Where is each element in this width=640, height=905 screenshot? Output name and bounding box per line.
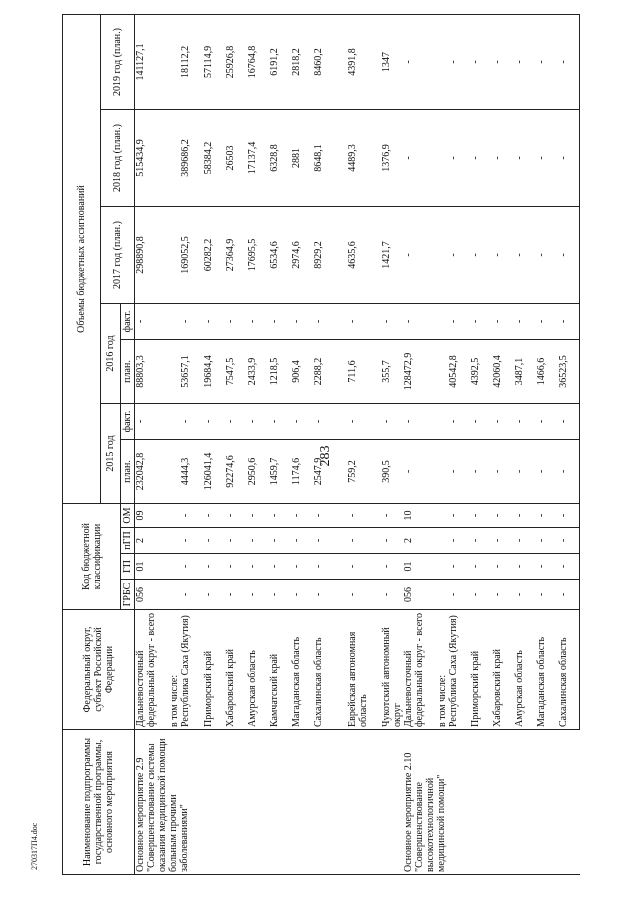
fact-2016-cell [437,303,448,339]
value-2019-cell: - [403,14,437,109]
value-2017-cell: - [514,206,536,303]
gp-cell: - [381,554,403,580]
district-cell: Приморский край [203,610,225,730]
value-2017-cell: - [448,206,470,303]
value-2019-cell: - [558,14,580,109]
om-cell: - [536,503,558,527]
plan-2016-cell: 1466,6 [536,339,558,403]
fact-2016-cell: - [448,303,470,339]
pgp-cell: - [269,528,291,554]
header-grbs: ГРБС [121,580,135,610]
plan-2016-cell: 53657,1 [180,339,203,403]
fact-2016-cell: - [247,303,269,339]
header-fact-2015: факт. [121,403,135,439]
value-2019-cell: 2818,2 [291,14,313,109]
grbs-cell: - [514,580,536,610]
gp-cell: 01 [403,554,437,580]
fact-2016-cell: - [470,303,492,339]
header-pgp: пГП [121,528,135,554]
district-cell: Сахалинская область [313,610,347,730]
value-2019-cell: - [492,14,514,109]
value-2019-cell: - [514,14,536,109]
district-cell: Республика Саха (Якутия) [180,610,203,730]
pgp-cell: - [313,528,347,554]
district-cell: Еврейская автономная область [347,610,381,730]
om-cell: 10 [403,503,437,527]
header-plan-2015: план. [121,439,135,503]
grbs-cell: 056 [135,580,169,610]
value-2019-cell: 57114,9 [203,14,225,109]
fact-2015-cell: - [492,403,514,439]
fact-2015-cell: - [269,403,291,439]
fact-2016-cell: - [514,303,536,339]
value-2018-cell: 4489,3 [347,109,381,206]
fact-2015-cell: - [247,403,269,439]
pgp-cell: - [291,528,313,554]
header-2018: 2018 год (план.) [101,109,135,206]
plan-2015-cell: - [470,439,492,503]
plan-2016-cell: 88803,3 [135,339,169,403]
gp-cell: - [347,554,381,580]
gp-cell: - [247,554,269,580]
value-2018-cell: 2881 [291,109,313,206]
value-2017-cell: - [492,206,514,303]
value-2018-cell: - [448,109,470,206]
district-cell: Хабаровский край [492,610,514,730]
value-2017-cell: - [403,206,437,303]
header-plan-2016: план. [121,339,135,403]
table-row [403,14,437,874]
pgp-cell: 2 [135,528,169,554]
district-cell: Дальневосточный федеральный округ - всего [403,610,437,730]
om-cell: - [448,503,470,527]
value-2017-cell: 169052,5 [180,206,203,303]
value-2019-cell: 8460,2 [313,14,347,109]
gp-cell [437,554,448,580]
om-cell [169,503,180,527]
plan-2016-cell: 2433,9 [247,339,269,403]
district-cell: Сахалинская область [558,610,580,730]
program-cell: Основное мероприятие 2.10 "Совершенствование высокотехнологичной медицинской помощи" [403,730,580,875]
fact-2015-cell: - [558,403,580,439]
page-number: 283 [318,445,333,467]
pgp-cell: - [514,528,536,554]
fact-2015-cell [437,403,448,439]
value-2017-cell [169,206,180,303]
district-cell: Хабаровский край [225,610,247,730]
header-2019: 2019 год (план.) [101,14,135,109]
om-cell: - [247,503,269,527]
value-2018-cell [437,109,448,206]
fact-2016-cell: - [269,303,291,339]
district-cell: Приморский край [470,610,492,730]
header-2016: 2016 год [101,303,121,403]
fact-2016-cell: - [403,303,437,339]
gp-cell: - [313,554,347,580]
pgp-cell: - [225,528,247,554]
plan-2016-cell: 1218,5 [269,339,291,403]
om-cell: - [470,503,492,527]
plan-2016-cell: 906,4 [291,339,313,403]
header-fact-2016: факт. [121,303,135,339]
value-2019-cell [169,14,180,109]
value-2018-cell: 515434,9 [135,109,169,206]
grbs-cell: - [269,580,291,610]
gp-cell: - [558,554,580,580]
gp-cell: 01 [135,554,169,580]
fact-2015-cell: - [180,403,203,439]
district-cell: Магаданская область [536,610,558,730]
fact-2016-cell: - [180,303,203,339]
value-2017-cell: 27364,9 [225,206,247,303]
om-cell: - [558,503,580,527]
value-2019-cell: 6191,2 [269,14,291,109]
plan-2015-cell: 2547,9 [313,439,347,503]
plan-2016-cell [169,339,180,403]
value-2019-cell: 18112,2 [180,14,203,109]
district-cell: Чукотский автономный округ [381,610,403,730]
pgp-cell: - [558,528,580,554]
value-2017-cell: 1421,7 [381,206,403,303]
gp-cell: - [291,554,313,580]
fact-2016-cell: - [492,303,514,339]
plan-2016-cell: 3487,1 [514,339,536,403]
plan-2015-cell [437,439,448,503]
gp-cell: - [470,554,492,580]
grbs-cell: - [313,580,347,610]
pgp-cell: - [492,528,514,554]
header-code-group: Код бюджетной классификации [63,503,121,609]
value-2019-cell: 4391,8 [347,14,381,109]
value-2017-cell: - [536,206,558,303]
value-2017-cell: 17695,5 [247,206,269,303]
gp-cell [169,554,180,580]
plan-2016-cell: 40542,8 [448,339,470,403]
gp-cell: - [225,554,247,580]
fact-2015-cell: - [291,403,313,439]
district-cell: Амурская область [514,610,536,730]
value-2018-cell: 6328,8 [269,109,291,206]
fact-2016-cell: - [536,303,558,339]
plan-2016-cell: 355,7 [381,339,403,403]
value-2018-cell: - [470,109,492,206]
fact-2016-cell: - [135,303,169,339]
om-cell: - [514,503,536,527]
value-2019-cell: 141127,1 [135,14,169,109]
fact-2016-cell: - [225,303,247,339]
plan-2015-cell: 1459,7 [269,439,291,503]
gp-cell: - [536,554,558,580]
fact-2016-cell: - [347,303,381,339]
pgp-cell: - [536,528,558,554]
om-cell: - [381,503,403,527]
value-2018-cell: 17137,4 [247,109,269,206]
pgp-cell [437,528,448,554]
plan-2016-cell: 128472,9 [403,339,437,403]
plan-2015-cell: 232042,8 [135,439,169,503]
om-cell: 09 [135,503,169,527]
pgp-cell: - [247,528,269,554]
header-district: Федеральный округ, субъект Российской Федерации [63,610,135,730]
budget-table [62,14,580,875]
grbs-cell [169,580,180,610]
value-2017-cell: 60282,2 [203,206,225,303]
fact-2015-cell: - [135,403,169,439]
value-2018-cell [169,109,180,206]
om-cell: - [291,503,313,527]
plan-2016-cell: 2288,2 [313,339,347,403]
plan-2016-cell: 36523,5 [558,339,580,403]
value-2017-cell: 8929,2 [313,206,347,303]
gp-cell: - [514,554,536,580]
om-cell: - [313,503,347,527]
grbs-cell: - [225,580,247,610]
grbs-cell: - [180,580,203,610]
gp-cell: - [203,554,225,580]
header-2017: 2017 год (план.) [101,206,135,303]
value-2019-cell: - [536,14,558,109]
plan-2016-cell: 4392,5 [470,339,492,403]
gp-cell: - [448,554,470,580]
plan-2015-cell: - [536,439,558,503]
value-2018-cell: 1376,9 [381,109,403,206]
plan-2016-cell: 42060,4 [492,339,514,403]
value-2018-cell: 26503 [225,109,247,206]
table-body [135,14,580,874]
fact-2016-cell: - [558,303,580,339]
fact-2015-cell: - [203,403,225,439]
value-2017-cell: - [470,206,492,303]
plan-2015-cell: - [558,439,580,503]
value-2017-cell [437,206,448,303]
table-row [135,14,169,874]
grbs-cell: - [536,580,558,610]
fact-2016-cell: - [313,303,347,339]
plan-2015-cell: 2950,6 [247,439,269,503]
plan-2015-cell: 126041,4 [203,439,225,503]
district-cell: Магаданская область [291,610,313,730]
om-cell: - [225,503,247,527]
district-cell: Амурская область [247,610,269,730]
value-2019-cell: - [448,14,470,109]
district-cell: Дальневосточный федеральный округ - всего [135,610,169,730]
pgp-cell: 2 [403,528,437,554]
plan-2016-cell: 711,6 [347,339,381,403]
value-2018-cell: 8648,1 [313,109,347,206]
value-2018-cell: - [514,109,536,206]
value-2017-cell: 298890,8 [135,206,169,303]
gp-cell: - [180,554,203,580]
fact-2015-cell: - [403,403,437,439]
gp-cell: - [492,554,514,580]
value-2018-cell: 389686,2 [180,109,203,206]
plan-2016-cell: 19684,4 [203,339,225,403]
pgp-cell [169,528,180,554]
plan-2015-cell: 759,2 [347,439,381,503]
plan-2015-cell: 4444,3 [180,439,203,503]
fact-2015-cell: - [381,403,403,439]
fact-2015-cell [169,403,180,439]
pgp-cell: - [448,528,470,554]
om-cell: - [347,503,381,527]
district-cell: Республика Саха (Якутия) [448,610,470,730]
fact-2015-cell: - [225,403,247,439]
program-cell: Основное мероприятие 2.9 "Совершенствование системы оказания медицинской помощи больным прочими заболеваниями" [135,730,403,875]
value-2018-cell: - [492,109,514,206]
plan-2015-cell: - [448,439,470,503]
value-2018-cell: - [558,109,580,206]
header-om: ОМ [121,503,135,527]
plan-2015-cell: - [514,439,536,503]
fact-2016-cell: - [291,303,313,339]
grbs-cell: - [291,580,313,610]
om-cell: - [180,503,203,527]
plan-2015-cell: 390,5 [381,439,403,503]
fact-2016-cell: - [203,303,225,339]
pgp-cell: - [347,528,381,554]
fact-2015-cell: - [514,403,536,439]
fact-2015-cell: - [536,403,558,439]
grbs-cell [437,580,448,610]
fact-2015-cell: - [313,403,347,439]
om-cell: - [269,503,291,527]
om-cell: - [492,503,514,527]
value-2017-cell: 4635,6 [347,206,381,303]
rotated-table-area [62,15,602,875]
pgp-cell: - [180,528,203,554]
grbs-cell: - [381,580,403,610]
value-2019-cell [437,14,448,109]
plan-2016-cell [437,339,448,403]
plan-2016-cell: 7547,5 [225,339,247,403]
header-gp: ГП [121,554,135,580]
value-2018-cell: 58384,2 [203,109,225,206]
fact-2015-cell: - [448,403,470,439]
grbs-cell: - [448,580,470,610]
plan-2015-cell: 1174,6 [291,439,313,503]
grbs-cell: 056 [403,580,437,610]
pgp-cell: - [470,528,492,554]
grbs-cell: - [347,580,381,610]
grbs-cell: - [558,580,580,610]
grbs-cell: - [470,580,492,610]
value-2019-cell: - [470,14,492,109]
table-header [63,14,135,874]
fact-2015-cell: - [470,403,492,439]
value-2017-cell: 6534,6 [269,206,291,303]
fact-2016-cell: - [381,303,403,339]
header-program: Наименование подпрограммы государственной программы, основного мероприятия [63,730,135,875]
header-2015: 2015 год [101,403,121,503]
header-volumes: Объемы бюджетных ассигнований [63,14,101,503]
footer-filename: 270317П4.doc [30,822,39,870]
value-2019-cell: 25926,8 [225,14,247,109]
district-cell: Камчатский край [269,610,291,730]
pgp-cell: - [203,528,225,554]
grbs-cell: - [492,580,514,610]
plan-2015-cell: 92274,6 [225,439,247,503]
district-cell: в том числе: [169,610,180,730]
value-2017-cell: - [558,206,580,303]
om-cell [437,503,448,527]
value-2019-cell: 1347 [381,14,403,109]
value-2018-cell: - [536,109,558,206]
plan-2015-cell: - [492,439,514,503]
grbs-cell: - [247,580,269,610]
plan-2015-cell: - [403,439,437,503]
om-cell: - [203,503,225,527]
grbs-cell: - [203,580,225,610]
pgp-cell: - [381,528,403,554]
fact-2015-cell: - [347,403,381,439]
district-cell: в том числе: [437,610,448,730]
value-2017-cell: 2974,6 [291,206,313,303]
gp-cell: - [269,554,291,580]
value-2018-cell: - [403,109,437,206]
plan-2015-cell [169,439,180,503]
fact-2016-cell [169,303,180,339]
value-2019-cell: 16764,8 [247,14,269,109]
